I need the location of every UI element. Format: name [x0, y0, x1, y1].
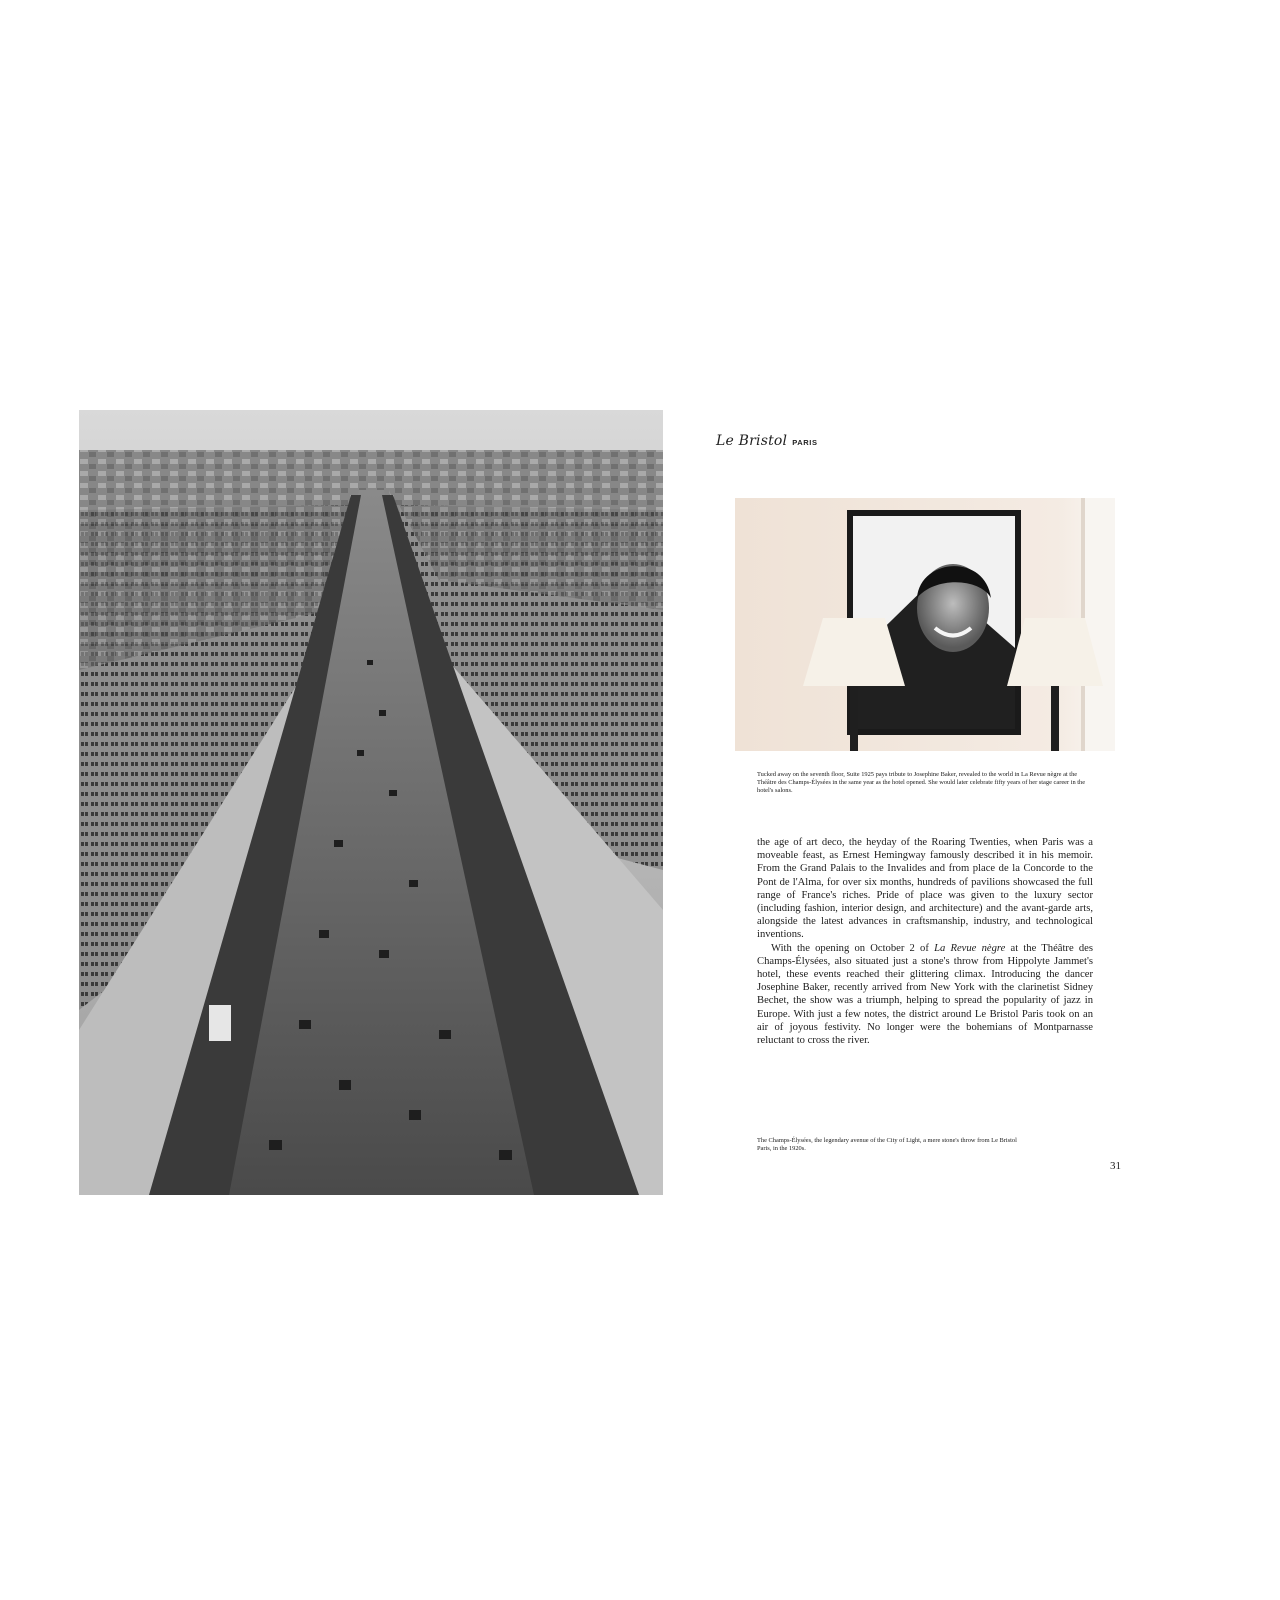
body-paragraph-2-start: With the opening on October 2 of — [771, 942, 935, 954]
body-paragraph-2-rest: at the Théâtre des Champs-Élysées, also situated just a stone's throw from Hippolyte Jammet's hotel, these events reached their glittering climax. Introducing the dancer Josephine Baker, recently arrived from New York with the clarinetist Sidney Bechet, the show was a triumph, helping to spread the popularity of jazz in Europe. With just a few notes, the district around Le Bristol Paris took on an air of joyous festivity. No longer were the bohemians of Montparnasse reluctant to cross the river. — [757, 942, 1093, 1047]
running-head-city: PARIS — [792, 438, 818, 447]
champs-elysees-photo — [79, 410, 663, 1195]
suite-image — [735, 498, 1115, 751]
champs-elysees-image — [79, 410, 663, 1195]
revue-negre-title: La Revue nègre — [934, 942, 1006, 954]
hotel-logo: Le Bristol — [716, 433, 788, 449]
running-head — [716, 433, 818, 453]
body-text — [757, 836, 1093, 1047]
body-paragraph-2 — [757, 942, 1093, 1048]
josephine-baker-suite-photo — [735, 498, 1115, 751]
champs-elysees-caption: The Champs-Élysées, the legendary avenue of the City of Light, a mere stone's throw from Le Bristol Paris, in the 1920s. — [757, 1137, 1017, 1152]
page-number: 31 — [1110, 1160, 1121, 1172]
suite-caption: Tucked away on the seventh floor, Suite 1925 pays tribute to Josephine Baker, revealed to the world in La Revue nègre at the Théâtre des Champs-Élysées in the same year as the hotel opened. She would later celebrate fifty years of her stage career in the hotel's salons. — [757, 771, 1086, 794]
body-paragraph-1: the age of art deco, the heyday of the Roaring Twenties, when Paris was a moveable feast, as Ernest Hemingway famously described it in his memoir. From the Grand Palais to the Invalides and from place de la Concorde to the Pont de l'Alma, for over six months, hundreds of pavilions showcased the full range of France's riches. Pride of place was given to the luxury sector (including fashion, interior design, and architecture) and the avant-garde arts, alongside the latest advances in craftsmanship, industry, and technological inventions. — [757, 837, 1093, 941]
